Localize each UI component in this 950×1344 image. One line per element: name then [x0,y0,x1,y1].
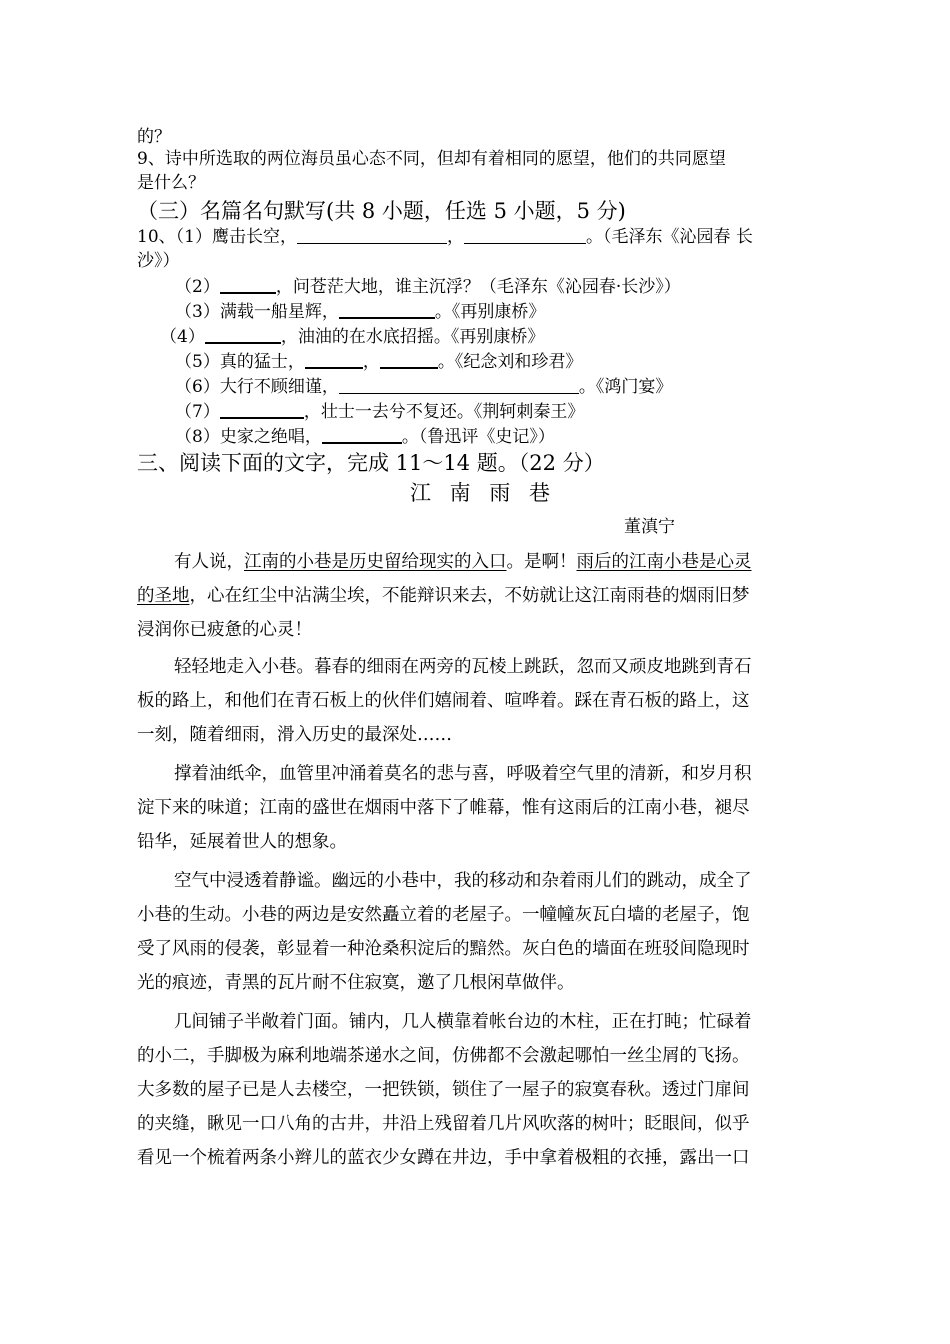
paragraph-4-line: 受了风雨的侵袭，彰显着一种沧桑积淀后的黯然。灰白色的墙面在班驳间隐现时 [137,939,750,959]
paragraph-1-line2: 的圣地，心在红尘中沾满尘埃，不能辩识来去，不妨就让这江南雨巷的烟雨旧梦 [137,586,750,606]
paragraph-2-line: 轻轻地走入小巷。暮春的细雨在两旁的瓦棱上跳跃，忽而又顽皮地跳到青石 [174,657,752,677]
q10-item-4: （4） ，油油的在水底招摇。《再别康桥》 [160,327,545,347]
q10-item-3: （3）满载一船星辉， 。《再别康桥》 [175,302,546,322]
paragraph-5-line: 大多数的屋子已是人去楼空，一把铁锁，锁住了一屋子的寂寞春秋。透过门扉间 [137,1080,750,1100]
paragraph-2-line: 一刻，随着细雨，滑入历史的最深处…… [137,725,452,745]
answer-blank[interactable] [464,227,586,244]
paragraph-3-line: 铅华，延展着世人的想象。 [137,832,347,852]
answer-blank[interactable] [339,301,435,319]
article-title: 江 南 雨 巷 [410,481,557,505]
paragraph-5-line: 的小二，手脚极为麻利地端茶递水之间，仿佛都不会激起哪怕一丝尘屑的飞扬。 [137,1046,750,1066]
paragraph-5-line: 几间铺子半敞着门面。铺内，几人横靠着帐台边的木柱，正在打盹；忙碌着 [174,1012,752,1032]
question-9-line1: 9、诗中所选取的两位海员虽心态不同，但却有着相同的愿望，他们的共同愿望 [137,149,726,169]
paragraph-1-line1: 有人说，江南的小巷是历史留给现实的入口。是啊！雨后的江南小巷是心灵 [174,552,752,572]
part-3-heading: 三、阅读下面的文字，完成 11～14 题。（22 分） [137,451,605,475]
q10-item-5: （5）真的猛士， ， 。《纪念刘和珍君》 [175,352,583,372]
q10-item-8: （8）史家之绝唱， 。（鲁迅评《史记》） [175,427,555,447]
answer-blank[interactable] [297,227,447,244]
paragraph-2-line: 板的路上，和他们在青石板上的伙伴们嬉闹着、喧哗着。踩在青石板的路上，这 [137,691,750,711]
answer-blank[interactable] [220,401,304,419]
answer-blank[interactable] [339,377,579,394]
q10-item-2: （2） ，问苍茫大地，谁主沉浮？（毛泽东《沁园春·长沙》） [175,277,681,297]
answer-blank[interactable] [322,426,402,444]
paragraph-5-line: 看见一个梳着两条小辫儿的蓝衣少女蹲在井边，手中拿着极粗的衣捶，露出一口 [137,1148,750,1168]
q10-item-1: 10、（1）鹰击长空， ， 。（毛泽东《沁园春 长 [137,227,753,247]
answer-blank[interactable] [305,351,363,369]
question-8-tail: 的？ [137,127,171,147]
paragraph-5-line: 的夹缝，瞅见一口八角的古井，井沿上残留着几片风吹落的树叶；眨眼间，似乎 [137,1114,750,1134]
paragraph-4-line: 空气中浸透着静谧。幽远的小巷中，我的移动和杂着雨儿们的跳动，成全了 [174,871,752,891]
answer-blank[interactable] [205,326,281,344]
paragraph-4-line: 小巷的生动。小巷的两边是安然矗立着的老屋子。一幢幢灰瓦白墙的老屋子，饱 [137,905,750,925]
paragraph-3-line: 撑着油纸伞，血管里冲涌着莫名的悲与喜，呼吸着空气里的清新，和岁月积 [174,764,752,784]
article-author: 董滇宁 [624,517,675,537]
question-9-line2: 是什么？ [137,173,205,193]
paragraph-3-line: 淀下来的味道；江南的盛世在烟雨中落下了帷幕，惟有这雨后的江南小巷，褪尽 [137,798,750,818]
answer-blank[interactable] [380,351,438,369]
q10-item-1-line2: 沙》） [137,251,180,271]
q10-item-6: （6）大行不顾细谨， 。《鸿门宴》 [175,377,673,397]
answer-blank[interactable] [220,276,276,294]
q10-item-7: （7） ，壮士一去兮不复还。《荆轲刺秦王》 [175,402,585,422]
paragraph-1-line3: 浸润你已疲惫的心灵！ [137,620,312,640]
paragraph-4-line: 光的痕迹，青黑的瓦片耐不住寂寞，邀了几根闲草做伴。 [137,973,575,993]
section-3-heading: （三）名篇名句默写(共 8 小题，任选 5 小题，5 分) [137,199,626,223]
